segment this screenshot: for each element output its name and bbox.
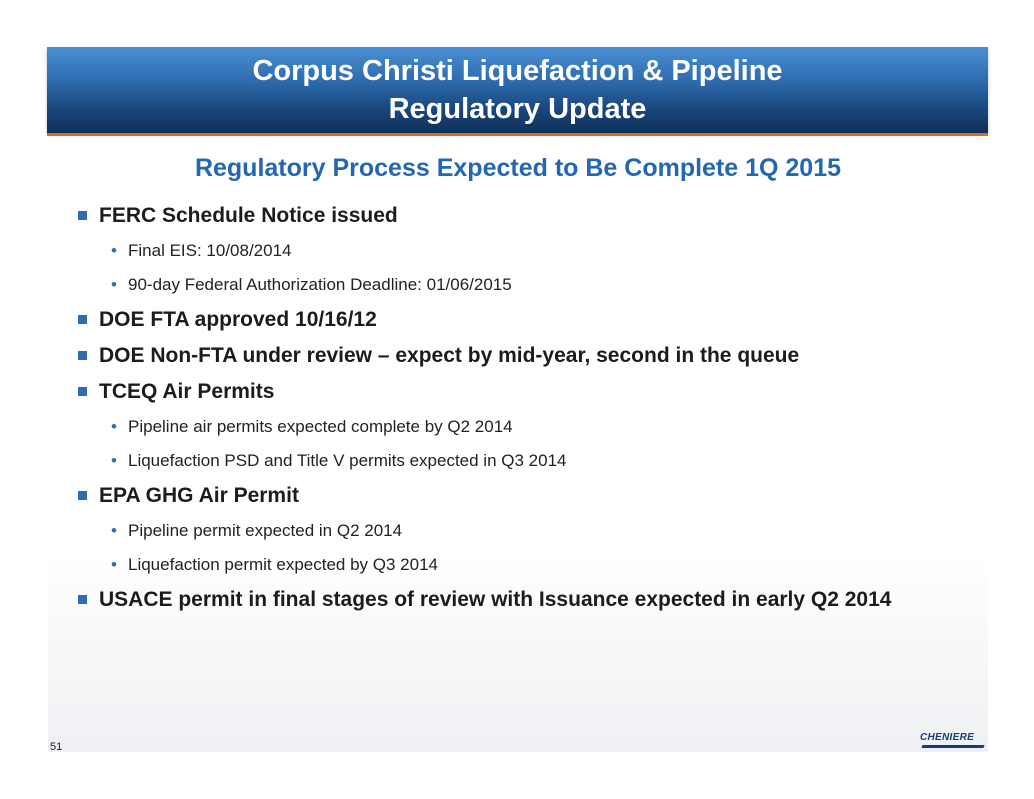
bullet-text: FERC Schedule Notice issued	[99, 204, 398, 227]
bullet-text: TCEQ Air Permits	[99, 380, 275, 403]
slide-subtitle: Regulatory Process Expected to Be Complete 1Q 2015	[194, 154, 842, 182]
page-number: 51	[50, 741, 63, 753]
bullet-item	[78, 478, 978, 514]
dot-bullet-icon: •	[111, 521, 117, 540]
bullet-item	[78, 338, 978, 374]
slide-title-line-2: Regulatory Update	[388, 93, 647, 125]
bullet-text: USACE permit in final stages of review with Issuance expected in early Q2 2014	[99, 588, 892, 611]
sub-bullet-item	[78, 410, 978, 444]
bullet-text: EPA GHG Air Permit	[99, 484, 299, 507]
sub-bullet-text: Liquefaction PSD and Title V permits expected in Q3 2014	[128, 451, 567, 470]
square-bullet-icon	[78, 211, 87, 220]
bullet-text: DOE Non-FTA under review – expect by mid-year, second in the queue	[99, 344, 800, 367]
sub-bullet-text: Pipeline air permits expected complete by Q2 2014	[128, 417, 513, 436]
sub-bullet-text: Final EIS: 10/08/2014	[128, 241, 292, 260]
slide-title-line-1: Corpus Christi Liquefaction & Pipeline	[252, 55, 783, 87]
dot-bullet-icon: •	[111, 451, 117, 470]
sub-bullet-text: 90-day Federal Authorization Deadline: 01/06/2015	[128, 275, 512, 294]
sub-bullet-item	[78, 514, 978, 548]
logo-swoosh-icon	[921, 745, 984, 748]
dot-bullet-icon: •	[111, 555, 117, 574]
dot-bullet-icon: •	[111, 275, 117, 294]
square-bullet-icon	[78, 315, 87, 324]
sub-bullet-item	[78, 234, 978, 268]
bullet-item	[78, 198, 978, 234]
company-logo	[920, 732, 986, 752]
bullet-list	[78, 198, 978, 618]
square-bullet-icon	[78, 491, 87, 500]
dot-bullet-icon: •	[111, 417, 117, 436]
sub-bullet-text: Pipeline permit expected in Q2 2014	[128, 521, 403, 540]
title-underline	[47, 133, 988, 136]
sub-bullet-item	[78, 268, 978, 302]
sub-bullet-item	[78, 548, 978, 582]
bullet-text: DOE FTA approved 10/16/12	[99, 308, 377, 331]
bullet-item	[78, 302, 978, 338]
square-bullet-icon	[78, 387, 87, 396]
logo-wordmark: CHENIERE	[920, 732, 975, 743]
bullet-item	[78, 374, 978, 410]
square-bullet-icon	[78, 351, 87, 360]
square-bullet-icon	[78, 595, 87, 604]
sub-bullet-item	[78, 444, 978, 478]
sub-bullet-text: Liquefaction permit expected by Q3 2014	[128, 555, 438, 574]
bullet-item	[78, 582, 978, 618]
title-banner	[47, 47, 988, 133]
dot-bullet-icon: •	[111, 241, 117, 260]
